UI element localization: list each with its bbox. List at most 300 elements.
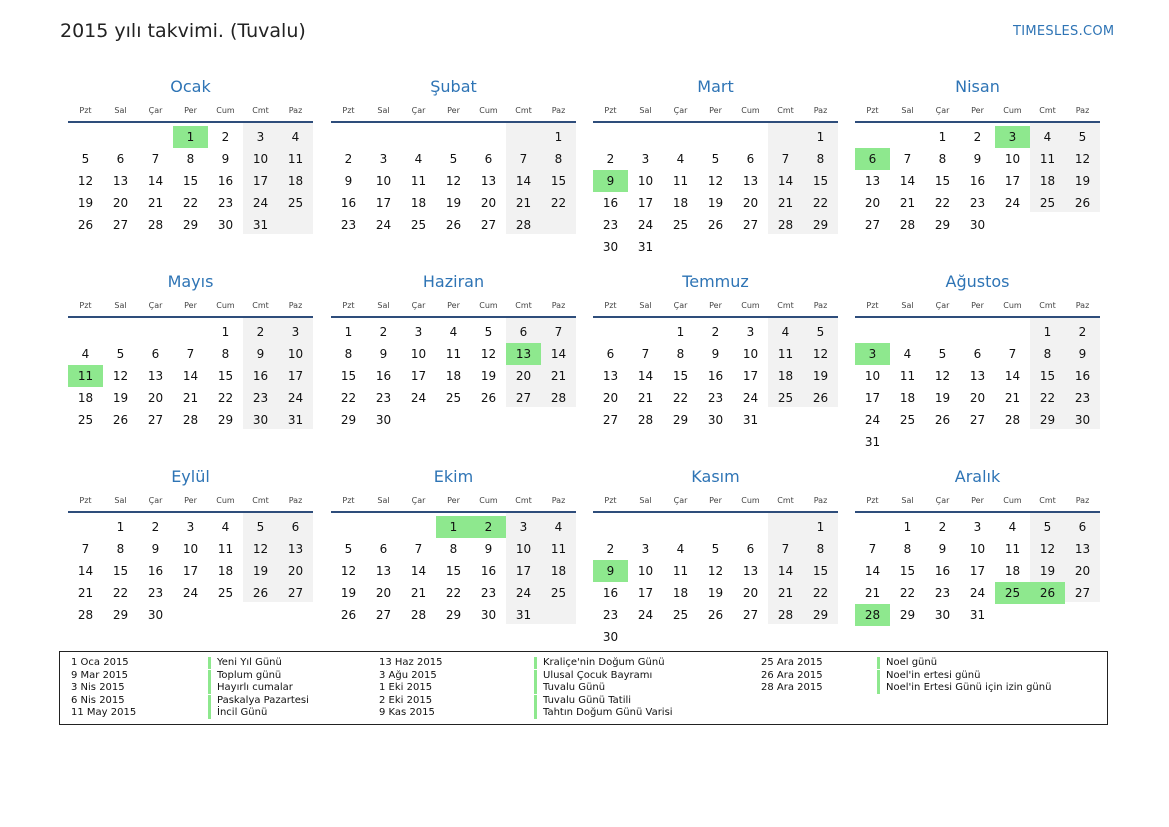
day-cell: 24 — [252, 196, 269, 210]
weekday-label: Paz — [813, 301, 828, 310]
day-cell: 8 — [816, 542, 825, 556]
day-cell: 6 — [519, 325, 528, 339]
day-cell: 11 — [672, 174, 689, 188]
day-cell: 12 — [77, 174, 94, 188]
weekday-label: Paz — [288, 106, 303, 115]
day-cell: 27 — [742, 218, 759, 232]
day-cell: 16 — [1074, 369, 1091, 383]
day-cell: 5 — [344, 542, 353, 556]
holiday-day-cell: 28 — [855, 604, 890, 626]
day-cell: 20 — [1074, 564, 1091, 578]
day-cell: 13 — [1074, 542, 1091, 556]
day-cell: 11 — [1004, 542, 1021, 556]
day-cell: 26 — [112, 413, 129, 427]
day-cell: 14 — [550, 347, 567, 361]
day-cell: 18 — [672, 196, 689, 210]
day-cell: 16 — [375, 369, 392, 383]
day-cell: 16 — [969, 174, 986, 188]
day-cell: 23 — [375, 391, 392, 405]
day-cell: 9 — [938, 542, 947, 556]
holiday-date: 9 Kas 2015 — [379, 707, 435, 719]
day-cell: 17 — [637, 586, 654, 600]
weekday-label: Çar — [673, 301, 688, 310]
weekday-header — [855, 301, 1100, 313]
day-cell: 27 — [515, 391, 532, 405]
day-cell: 3 — [746, 325, 755, 339]
holiday-day-cell: 2 — [471, 516, 506, 538]
weekday-label: Cum — [741, 496, 760, 505]
day-cell: 19 — [1039, 564, 1056, 578]
day-cell: 7 — [81, 542, 90, 556]
day-cell: 8 — [1043, 347, 1052, 361]
day-cell: 6 — [291, 520, 300, 534]
day-cell: 22 — [340, 391, 357, 405]
weekday-label: Paz — [551, 496, 566, 505]
day-cell: 10 — [637, 174, 654, 188]
day-cell: 22 — [934, 196, 951, 210]
day-cell: 18 — [1004, 564, 1021, 578]
day-cell: 5 — [449, 152, 458, 166]
day-cell: 28 — [515, 218, 532, 232]
weekday-label: Çar — [148, 496, 163, 505]
day-cell: 21 — [515, 196, 532, 210]
day-cell: 18 — [672, 586, 689, 600]
holiday-day-cell: 25 — [995, 582, 1030, 604]
day-cell: 2 — [1078, 325, 1087, 339]
day-cell: 21 — [1004, 391, 1021, 405]
day-cell: 18 — [899, 391, 916, 405]
day-cell: 13 — [602, 369, 619, 383]
day-cell: 1 — [116, 520, 125, 534]
day-cell: 24 — [742, 391, 759, 405]
day-cell: 20 — [147, 391, 164, 405]
day-cell: 7 — [151, 152, 160, 166]
day-cell: 3 — [519, 520, 528, 534]
day-cell: 21 — [864, 586, 881, 600]
day-cell: 27 — [112, 218, 129, 232]
day-cell: 7 — [781, 542, 790, 556]
day-cell: 27 — [1074, 586, 1091, 600]
day-cell: 23 — [602, 608, 619, 622]
weekday-header — [331, 496, 576, 508]
day-cell: 6 — [973, 347, 982, 361]
day-cell: 5 — [256, 520, 265, 534]
weekday-label: Paz — [813, 106, 828, 115]
weekday-header — [331, 301, 576, 313]
day-cell: 8 — [554, 152, 563, 166]
day-cell: 1 — [676, 325, 685, 339]
day-cell: 2 — [711, 325, 720, 339]
day-cell: 22 — [812, 196, 829, 210]
weekday-label: Paz — [551, 301, 566, 310]
weekday-label: Çar — [935, 301, 950, 310]
weekday-label: Per — [971, 301, 984, 310]
day-cell: 28 — [637, 413, 654, 427]
day-cell: 4 — [676, 152, 685, 166]
day-cell: 16 — [480, 564, 497, 578]
day-cell: 17 — [969, 564, 986, 578]
day-cell: 23 — [969, 196, 986, 210]
weekday-label: Cmt — [252, 301, 269, 310]
day-cell: 15 — [899, 564, 916, 578]
day-cell: 20 — [480, 196, 497, 210]
day-cell: 6 — [606, 347, 615, 361]
day-cell: 1 — [938, 130, 947, 144]
weekday-label: Cmt — [515, 301, 532, 310]
holiday-day-cell: 3 — [855, 343, 890, 365]
day-cell: 10 — [375, 174, 392, 188]
day-cell: 20 — [287, 564, 304, 578]
day-cell: 9 — [711, 347, 720, 361]
day-cell: 25 — [445, 391, 462, 405]
day-cell: 14 — [777, 564, 794, 578]
day-cell: 6 — [746, 542, 755, 556]
weekday-label: Paz — [1075, 301, 1090, 310]
day-cell: 7 — [781, 152, 790, 166]
day-cell: 29 — [812, 608, 829, 622]
day-cell: 20 — [742, 196, 759, 210]
day-cell: 15 — [112, 564, 129, 578]
day-cell: 15 — [934, 174, 951, 188]
day-cell: 13 — [147, 369, 164, 383]
weekday-label: Cmt — [252, 496, 269, 505]
day-cell: 5 — [938, 347, 947, 361]
day-cell: 25 — [550, 586, 567, 600]
weekday-header — [593, 106, 838, 118]
day-cell: 9 — [151, 542, 160, 556]
weekday-header — [68, 301, 313, 313]
day-cell: 31 — [864, 435, 881, 449]
holiday-date: 2 Eki 2015 — [379, 694, 433, 706]
month-name: Şubat — [430, 77, 477, 96]
day-cell: 11 — [672, 564, 689, 578]
holiday-date: 28 Ara 2015 — [761, 682, 823, 694]
day-cell: 11 — [287, 152, 304, 166]
day-cell: 4 — [903, 347, 912, 361]
day-cell: 15 — [340, 369, 357, 383]
day-cell: 12 — [252, 542, 269, 556]
weekday-label: Sal — [377, 496, 390, 505]
day-cell: 10 — [252, 152, 269, 166]
day-cell: 30 — [147, 608, 164, 622]
day-cell: 30 — [934, 608, 951, 622]
day-cell: 21 — [777, 196, 794, 210]
day-cell: 2 — [256, 325, 265, 339]
day-cell: 7 — [519, 152, 528, 166]
month-name: Mayıs — [167, 272, 214, 291]
day-cell: 31 — [287, 413, 304, 427]
weekday-label: Cum — [479, 496, 498, 505]
day-cell: 28 — [550, 391, 567, 405]
day-cell: 8 — [186, 152, 195, 166]
holiday-date: 1 Oca 2015 — [71, 657, 129, 668]
weekday-label: Cmt — [777, 301, 794, 310]
day-cell: 28 — [410, 608, 427, 622]
holiday-name: Hayırlı cumalar — [208, 682, 293, 694]
holiday-name: Ulusal Çocuk Bayramı — [534, 670, 652, 682]
day-cell: 8 — [938, 152, 947, 166]
day-cell: 9 — [221, 152, 230, 166]
holiday-day-cell: 26 — [1030, 582, 1065, 604]
month-name: Ağustos — [945, 272, 1010, 291]
weekday-label: Çar — [935, 496, 950, 505]
holiday-date: 3 Nis 2015 — [71, 682, 125, 694]
day-cell: 23 — [934, 586, 951, 600]
day-cell: 4 — [781, 325, 790, 339]
day-cell: 1 — [221, 325, 230, 339]
day-cell: 25 — [777, 391, 794, 405]
day-cell: 6 — [1078, 520, 1087, 534]
weekday-label: Per — [184, 496, 197, 505]
day-cell: 21 — [550, 369, 567, 383]
day-cell: 2 — [938, 520, 947, 534]
day-cell: 24 — [637, 608, 654, 622]
weekday-label: Sal — [114, 106, 127, 115]
day-cell: 30 — [1074, 413, 1091, 427]
day-cell: 28 — [777, 218, 794, 232]
holiday-name: Noel'in ertesi günü — [877, 670, 980, 682]
holiday-day-cell: 3 — [995, 126, 1030, 148]
weekday-label: Per — [447, 301, 460, 310]
day-cell: 5 — [1043, 520, 1052, 534]
day-cell: 13 — [480, 174, 497, 188]
day-cell: 29 — [217, 413, 234, 427]
day-cell: 7 — [414, 542, 423, 556]
holiday-name: Tuvalu Günü Tatili — [534, 695, 631, 707]
day-cell: 22 — [812, 586, 829, 600]
day-cell: 1 — [1043, 325, 1052, 339]
day-cell: 19 — [445, 196, 462, 210]
holiday-date: 25 Ara 2015 — [761, 657, 823, 668]
day-cell: 29 — [445, 608, 462, 622]
day-cell: 11 — [217, 542, 234, 556]
day-cell: 6 — [116, 152, 125, 166]
weekday-label: Pzt — [866, 496, 879, 505]
day-cell: 9 — [484, 542, 493, 556]
weekday-label: Cum — [1003, 301, 1022, 310]
weekday-label: Çar — [673, 106, 688, 115]
day-cell: 3 — [973, 520, 982, 534]
day-cell: 28 — [899, 218, 916, 232]
weekday-label: Cum — [216, 106, 235, 115]
day-cell: 12 — [340, 564, 357, 578]
day-cell: 25 — [287, 196, 304, 210]
weekday-label: Pzt — [79, 496, 92, 505]
day-cell: 10 — [969, 542, 986, 556]
day-cell: 3 — [641, 152, 650, 166]
holiday-name: Toplum günü — [208, 670, 281, 682]
day-cell: 5 — [1078, 130, 1087, 144]
day-cell: 16 — [252, 369, 269, 383]
day-cell: 21 — [182, 391, 199, 405]
weekday-label: Cmt — [252, 106, 269, 115]
day-cell: 26 — [77, 218, 94, 232]
weekday-label: Pzt — [342, 106, 355, 115]
day-cell: 11 — [410, 174, 427, 188]
day-cell: 25 — [77, 413, 94, 427]
holiday-day-cell: 6 — [855, 148, 890, 170]
day-cell: 25 — [1039, 196, 1056, 210]
day-cell: 5 — [711, 152, 720, 166]
weekday-header — [855, 106, 1100, 118]
day-cell: 31 — [252, 218, 269, 232]
day-cell: 8 — [903, 542, 912, 556]
day-cell: 26 — [445, 218, 462, 232]
day-cell: 7 — [1008, 347, 1017, 361]
weekday-label: Per — [447, 106, 460, 115]
day-cell: 30 — [375, 413, 392, 427]
weekday-label: Sal — [901, 496, 914, 505]
weekday-label: Per — [971, 496, 984, 505]
day-cell: 4 — [1043, 130, 1052, 144]
day-cell: 18 — [77, 391, 94, 405]
weekday-header — [855, 496, 1100, 508]
day-cell: 14 — [147, 174, 164, 188]
month-name: Ekim — [433, 467, 474, 486]
day-cell: 20 — [969, 391, 986, 405]
day-cell: 17 — [182, 564, 199, 578]
day-cell: 24 — [410, 391, 427, 405]
day-cell: 8 — [816, 152, 825, 166]
day-cell: 25 — [899, 413, 916, 427]
day-cell: 13 — [742, 174, 759, 188]
holiday-day-cell: 1 — [436, 516, 471, 538]
weekday-label: Cum — [216, 496, 235, 505]
day-cell: 10 — [637, 564, 654, 578]
day-cell: 2 — [379, 325, 388, 339]
day-cell: 23 — [217, 196, 234, 210]
day-cell: 22 — [550, 196, 567, 210]
day-cell: 3 — [641, 542, 650, 556]
day-cell: 15 — [182, 174, 199, 188]
day-cell: 20 — [112, 196, 129, 210]
day-cell: 13 — [742, 564, 759, 578]
day-cell: 3 — [414, 325, 423, 339]
day-cell: 17 — [287, 369, 304, 383]
weekday-label: Sal — [639, 106, 652, 115]
day-cell: 10 — [287, 347, 304, 361]
weekday-label: Paz — [813, 496, 828, 505]
holiday-name: Noel'in Ertesi Günü için izin günü — [877, 682, 1051, 694]
day-cell: 7 — [186, 347, 195, 361]
day-cell: 25 — [672, 608, 689, 622]
day-cell: 18 — [550, 564, 567, 578]
day-cell: 27 — [480, 218, 497, 232]
day-cell: 24 — [182, 586, 199, 600]
day-cell: 1 — [903, 520, 912, 534]
day-cell: 18 — [287, 174, 304, 188]
day-cell: 14 — [77, 564, 94, 578]
holiday-day-cell: 1 — [173, 126, 208, 148]
weekday-label: Çar — [411, 106, 426, 115]
day-cell: 31 — [742, 413, 759, 427]
day-cell: 16 — [934, 564, 951, 578]
day-cell: 13 — [287, 542, 304, 556]
page-title: 2015 yılı takvimi. (Tuvalu) — [60, 20, 306, 42]
weekday-label: Pzt — [342, 496, 355, 505]
weekday-label: Pzt — [604, 496, 617, 505]
day-cell: 28 — [77, 608, 94, 622]
day-cell: 4 — [676, 542, 685, 556]
day-cell: 14 — [899, 174, 916, 188]
day-cell: 25 — [410, 218, 427, 232]
day-cell: 17 — [742, 369, 759, 383]
day-cell: 9 — [1078, 347, 1087, 361]
holiday-legend — [59, 651, 1108, 725]
weekday-label: Çar — [673, 496, 688, 505]
day-cell: 29 — [1039, 413, 1056, 427]
day-cell: 30 — [217, 218, 234, 232]
month-name: Eylül — [171, 467, 210, 486]
day-cell: 7 — [554, 325, 563, 339]
day-cell: 22 — [1039, 391, 1056, 405]
day-cell: 4 — [449, 325, 458, 339]
weekday-label: Pzt — [79, 106, 92, 115]
day-cell: 3 — [256, 130, 265, 144]
day-cell: 19 — [77, 196, 94, 210]
day-cell: 7 — [641, 347, 650, 361]
day-cell: 16 — [602, 586, 619, 600]
weekday-label: Sal — [114, 496, 127, 505]
weekday-header — [593, 301, 838, 313]
weekday-label: Cmt — [1039, 496, 1056, 505]
holiday-date: 3 Ağu 2015 — [379, 669, 437, 681]
day-cell: 17 — [515, 564, 532, 578]
day-cell: 21 — [147, 196, 164, 210]
weekday-label: Per — [184, 301, 197, 310]
weekday-label: Pzt — [866, 301, 879, 310]
weekday-label: Cmt — [515, 106, 532, 115]
day-cell: 23 — [1074, 391, 1091, 405]
day-cell: 22 — [182, 196, 199, 210]
day-cell: 18 — [777, 369, 794, 383]
day-cell: 10 — [410, 347, 427, 361]
day-cell: 24 — [515, 586, 532, 600]
holiday-day-cell: 9 — [593, 560, 628, 582]
day-cell: 29 — [899, 608, 916, 622]
holiday-name: Paskalya Pazartesi — [208, 695, 309, 707]
weekday-label: Cum — [479, 106, 498, 115]
day-cell: 5 — [816, 325, 825, 339]
weekday-label: Çar — [411, 301, 426, 310]
day-cell: 28 — [1004, 413, 1021, 427]
site-link[interactable]: TIMESLES.COM — [1013, 24, 1115, 39]
day-cell: 12 — [445, 174, 462, 188]
month-name: Kasım — [691, 467, 740, 486]
weekday-label: Pzt — [866, 106, 879, 115]
day-cell: 18 — [217, 564, 234, 578]
day-cell: 27 — [742, 608, 759, 622]
day-cell: 16 — [217, 174, 234, 188]
holiday-name: Kraliçe'nin Doğum Günü — [534, 657, 665, 669]
day-cell: 16 — [602, 196, 619, 210]
day-cell: 11 — [445, 347, 462, 361]
day-cell: 11 — [777, 347, 794, 361]
day-cell: 2 — [606, 542, 615, 556]
day-cell: 5 — [484, 325, 493, 339]
weekday-label: Pzt — [342, 301, 355, 310]
weekday-label: Cmt — [515, 496, 532, 505]
day-cell: 22 — [112, 586, 129, 600]
day-cell: 24 — [637, 218, 654, 232]
holiday-name: İncil Günü — [208, 707, 267, 719]
weekday-label: Paz — [1075, 106, 1090, 115]
month-name: Ocak — [170, 77, 211, 96]
day-cell: 2 — [221, 130, 230, 144]
weekday-label: Per — [709, 496, 722, 505]
day-cell: 14 — [410, 564, 427, 578]
day-cell: 2 — [344, 152, 353, 166]
